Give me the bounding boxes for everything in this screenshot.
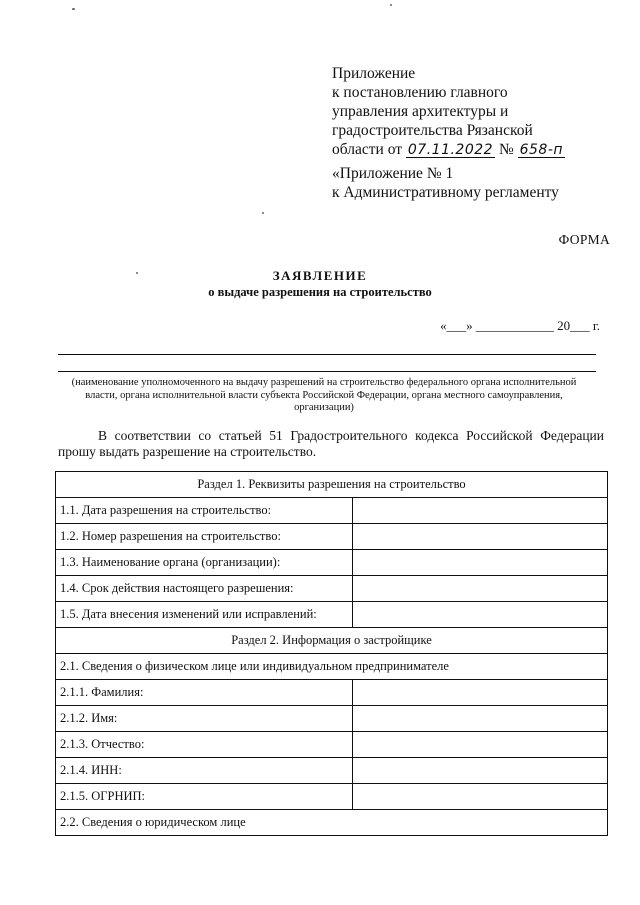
- intro-paragraph: [58, 428, 604, 460]
- field-value-cell[interactable]: [353, 550, 608, 576]
- field-label: 2.1.5. ОГРНИП:: [56, 784, 353, 810]
- field-label: 1.2. Номер разрешения на строительство:: [56, 524, 353, 550]
- field-value-cell[interactable]: [353, 706, 608, 732]
- section2-header: Раздел 2. Информация о застройщике: [56, 628, 608, 654]
- scan-speck: [390, 4, 392, 6]
- document-title: ЗАЯВЛЕНИЕ: [272, 268, 368, 283]
- field-value-cell[interactable]: [353, 784, 608, 810]
- org-name-line: [58, 354, 596, 355]
- field-value-cell[interactable]: [353, 576, 608, 602]
- table-row: [56, 758, 608, 784]
- org-name-note: (наименование уполномоченного на выдачу разрешений на строительство федерального органа исполнительной власти, органа исполнительной власти субъекта Российской Федерации, органа местного самоуправления, организации): [71, 377, 577, 413]
- table-row: [56, 472, 608, 498]
- table-row: [56, 810, 608, 836]
- scan-speck: [72, 8, 75, 10]
- handwritten-number: 658-п: [519, 142, 564, 158]
- org-name-line: [58, 371, 596, 372]
- appendix2-line: «Приложение № 1: [332, 165, 454, 182]
- appendix-line: градостроительства Рязанской: [332, 122, 533, 139]
- table-row: [56, 732, 608, 758]
- field-label: 1.5. Дата внесения изменений или исправлений:: [56, 602, 353, 628]
- appendix-date-line: [332, 140, 632, 159]
- field-value-cell[interactable]: [353, 680, 608, 706]
- intro-line: В соответствии со статьей 51 Градостроительного кодекса Российской Федерации: [98, 428, 604, 443]
- number-prefix: №: [498, 141, 514, 158]
- table-row: [56, 576, 608, 602]
- subsection-header: 2.2. Сведения о юридическом лице: [56, 810, 608, 836]
- scan-speck: [262, 212, 264, 214]
- regulation-appendix: [332, 164, 632, 202]
- table-row: [56, 524, 608, 550]
- appendix-line: управления архитектуры и: [332, 103, 509, 120]
- table-row: [56, 654, 608, 680]
- field-value-cell[interactable]: [353, 524, 608, 550]
- subsection-header: 2.1. Сведения о физическом лице или индивидуальном предпринимателе: [56, 654, 608, 680]
- appendix-header: [332, 64, 632, 159]
- intro-line: прошу выдать разрешение на строительство.: [58, 444, 317, 459]
- field-value-cell[interactable]: [353, 732, 608, 758]
- table-row: [56, 628, 608, 654]
- field-label: 2.1.4. ИНН:: [56, 758, 353, 784]
- appendix2-line: к Административному регламенту: [332, 184, 559, 201]
- document-subtitle: о выдаче разрешения на строительство: [208, 285, 432, 299]
- table-row: [56, 706, 608, 732]
- field-label: 2.1.3. Отчество:: [56, 732, 353, 758]
- field-value-cell[interactable]: [353, 498, 608, 524]
- handwritten-date: 07.11.2022: [407, 142, 494, 158]
- form-label: ФОРМА: [558, 232, 610, 247]
- field-label: 1.3. Наименование органа (организации):: [56, 550, 353, 576]
- field-value-cell[interactable]: [353, 758, 608, 784]
- date-fill-line: «___» ____________ 20___ г.: [440, 318, 600, 333]
- table-row: [56, 550, 608, 576]
- field-label: 1.4. Срок действия настоящего разрешения:: [56, 576, 353, 602]
- field-label: 2.1.1. Фамилия:: [56, 680, 353, 706]
- table-row: [56, 498, 608, 524]
- field-label: 2.1.2. Имя:: [56, 706, 353, 732]
- table-row: [56, 784, 608, 810]
- appendix-line: к постановлению главного: [332, 84, 508, 101]
- field-value-cell[interactable]: [353, 602, 608, 628]
- date-prefix: области от: [332, 141, 403, 158]
- application-table: [55, 471, 608, 836]
- table-row: [56, 602, 608, 628]
- table-row: [56, 680, 608, 706]
- appendix-line: Приложение: [332, 65, 416, 82]
- field-label: 1.1. Дата разрешения на строительство:: [56, 498, 353, 524]
- section1-header: Раздел 1. Реквизиты разрешения на строительство: [56, 472, 608, 498]
